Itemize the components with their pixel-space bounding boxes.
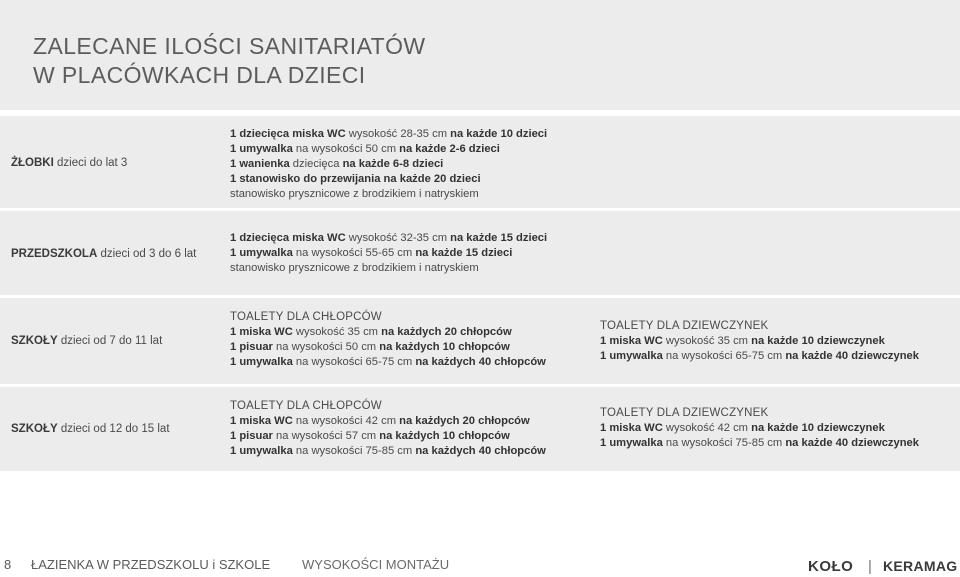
boys-toilets-cell bbox=[221, 387, 588, 471]
requirement-emphasis: na każde 40 dziewczynek bbox=[785, 350, 920, 362]
requirement-line bbox=[600, 334, 919, 349]
section-header: TOALETY DLA CHŁOPCÓW bbox=[230, 311, 382, 323]
girls-toilets-cell bbox=[591, 298, 960, 384]
girls-toilets-cell bbox=[591, 387, 960, 471]
row-label-age: dzieci od 3 do 6 lat bbox=[97, 248, 197, 260]
row-label bbox=[11, 157, 127, 169]
requirement-line bbox=[230, 340, 546, 355]
requirement-text: stanowisko prysznicowe z brodzikiem i natryskiem bbox=[230, 262, 479, 274]
footer-subsection: WYSOKOŚCI MONTAŻU bbox=[302, 557, 450, 572]
requirement-line bbox=[230, 325, 546, 340]
kolo-logo: KOŁO bbox=[808, 558, 854, 575]
requirement-line bbox=[230, 142, 547, 157]
requirement-emphasis: na każde 10 dziewczynek bbox=[751, 335, 885, 347]
requirement-emphasis: 1 umywalka bbox=[230, 356, 293, 368]
requirement-emphasis: na każde 10 dziewczynek bbox=[751, 422, 885, 434]
requirement-emphasis: 1 miska WC bbox=[600, 335, 663, 347]
requirement-emphasis: na każdych 40 chłopców bbox=[415, 445, 546, 457]
row-label bbox=[11, 248, 196, 260]
requirement-line bbox=[230, 355, 546, 370]
footer-section: ŁAZIENKA W PRZEDSZKOLU i SZKOLE bbox=[31, 557, 271, 572]
requirement-emphasis: 1 miska WC bbox=[230, 415, 293, 427]
requirement-text: na wysokości 55-65 cm bbox=[292, 247, 416, 259]
requirement-text: wysokość 35 cm bbox=[292, 326, 382, 338]
requirement-emphasis: na każde 2-6 dzieci bbox=[399, 143, 500, 155]
title-band bbox=[0, 0, 960, 110]
requirement-emphasis: 1 stanowisko do przewijania na każde 20 dzieci bbox=[230, 173, 481, 185]
requirement-emphasis: na każde 6-8 dzieci bbox=[342, 158, 444, 170]
requirements-list bbox=[230, 310, 546, 370]
requirement-emphasis: na każde 40 dziewczynek bbox=[785, 437, 920, 449]
table-row-przedszkola bbox=[0, 211, 960, 295]
row-label bbox=[11, 335, 162, 347]
requirements-list bbox=[230, 127, 547, 202]
requirement-emphasis: 1 wanienka bbox=[230, 158, 290, 170]
row-label-cell bbox=[0, 387, 218, 471]
requirement-emphasis: 1 dziecięca miska WC bbox=[230, 128, 346, 140]
requirement-text: dziecięca bbox=[289, 158, 343, 170]
requirements-cell bbox=[221, 116, 588, 208]
requirement-emphasis: na każdych 20 chłopców bbox=[399, 415, 530, 427]
requirement-text: stanowisko prysznicowe z brodzikiem i natryskiem bbox=[230, 188, 479, 200]
row-label-cell bbox=[0, 116, 218, 208]
requirement-line bbox=[230, 127, 547, 142]
requirement-line bbox=[600, 349, 919, 364]
requirements-cell bbox=[221, 211, 588, 295]
row-label-cell bbox=[0, 211, 218, 295]
row-label-age: dzieci od 12 do 15 lat bbox=[57, 423, 170, 435]
table-row-zlobki bbox=[0, 116, 960, 208]
requirement-line bbox=[230, 414, 546, 429]
requirement-emphasis: 1 pisuar bbox=[230, 430, 273, 442]
requirement-line bbox=[600, 436, 919, 451]
requirement-text: na wysokości 42 cm bbox=[292, 415, 400, 427]
requirement-emphasis: 1 miska WC bbox=[230, 326, 293, 338]
requirement-emphasis: 1 pisuar bbox=[230, 341, 273, 353]
requirement-emphasis: 1 dziecięca miska WC bbox=[230, 232, 346, 244]
page-title-line-1: ZALECANE ILOŚCI SANITARIATÓW bbox=[33, 33, 426, 59]
requirement-emphasis: na każdych 40 chłopców bbox=[415, 356, 546, 368]
section-header: TOALETY DLA DZIEWCZYNEK bbox=[600, 407, 769, 419]
requirement-emphasis: na każde 15 dzieci bbox=[450, 232, 548, 244]
requirement-emphasis: na każdych 10 chłopców bbox=[379, 341, 510, 353]
section-header: TOALETY DLA DZIEWCZYNEK bbox=[600, 320, 769, 332]
requirements-list bbox=[600, 319, 919, 364]
table-row-szkoly-12-15 bbox=[0, 387, 960, 471]
empty-cell bbox=[591, 116, 960, 208]
requirements-list bbox=[230, 399, 546, 459]
requirement-text: wysokość 42 cm bbox=[662, 422, 752, 434]
requirement-text: wysokość 32-35 cm bbox=[345, 232, 451, 244]
requirement-emphasis: 1 umywalka bbox=[600, 437, 663, 449]
requirement-line bbox=[230, 172, 547, 187]
requirement-line bbox=[230, 231, 547, 246]
requirement-text: na wysokości 75-85 cm bbox=[292, 445, 416, 457]
requirement-text: na wysokości 57 cm bbox=[272, 430, 380, 442]
brand-separator: | bbox=[868, 558, 872, 575]
requirements-list bbox=[600, 406, 919, 451]
requirement-text: na wysokości 65-75 cm bbox=[292, 356, 416, 368]
requirement-emphasis: na każdych 20 chłopców bbox=[381, 326, 512, 338]
row-label-age: dzieci do lat 3 bbox=[53, 157, 128, 169]
requirement-emphasis: 1 umywalka bbox=[230, 445, 293, 457]
requirement-emphasis: 1 miska WC bbox=[600, 422, 663, 434]
requirement-emphasis: na każde 15 dzieci bbox=[415, 247, 513, 259]
row-label-category: PRZEDSZKOLA bbox=[11, 248, 98, 260]
requirement-text: na wysokości 75-85 cm bbox=[662, 437, 786, 449]
row-label bbox=[11, 423, 170, 435]
requirement-line bbox=[230, 444, 546, 459]
row-label-category: ŻŁOBKI bbox=[11, 157, 54, 169]
keramag-logo: KERAMAG bbox=[883, 558, 958, 574]
page-title-line-2: W PLACÓWKACH DLA DZIECI bbox=[33, 62, 366, 88]
requirement-line bbox=[230, 261, 547, 276]
requirement-line bbox=[230, 246, 547, 261]
row-label-category: SZKOŁY bbox=[11, 423, 58, 435]
requirement-emphasis: na każde 10 dzieci bbox=[450, 128, 548, 140]
requirement-emphasis: 1 umywalka bbox=[230, 143, 293, 155]
boys-toilets-cell bbox=[221, 298, 588, 384]
row-label-category: SZKOŁY bbox=[11, 335, 58, 347]
requirement-text: wysokość 35 cm bbox=[662, 335, 752, 347]
requirement-emphasis: 1 umywalka bbox=[230, 247, 293, 259]
page-number: 8 bbox=[4, 557, 12, 572]
requirement-line bbox=[600, 421, 919, 436]
requirements-list bbox=[230, 231, 547, 276]
section-header: TOALETY DLA CHŁOPCÓW bbox=[230, 400, 382, 412]
requirement-emphasis: na każdych 10 chłopców bbox=[379, 430, 510, 442]
requirement-line bbox=[230, 429, 546, 444]
table-row-szkoly-7-11 bbox=[0, 298, 960, 384]
requirement-text: na wysokości 50 cm bbox=[272, 341, 380, 353]
requirement-text: na wysokości 65-75 cm bbox=[662, 350, 786, 362]
requirement-line bbox=[230, 187, 547, 202]
requirement-line bbox=[230, 157, 547, 172]
row-label-age: dzieci od 7 do 11 lat bbox=[57, 335, 163, 347]
requirement-text: na wysokości 50 cm bbox=[292, 143, 400, 155]
empty-cell bbox=[591, 211, 960, 295]
requirement-text: wysokość 28-35 cm bbox=[345, 128, 451, 140]
row-label-cell bbox=[0, 298, 218, 384]
requirement-emphasis: 1 umywalka bbox=[600, 350, 663, 362]
